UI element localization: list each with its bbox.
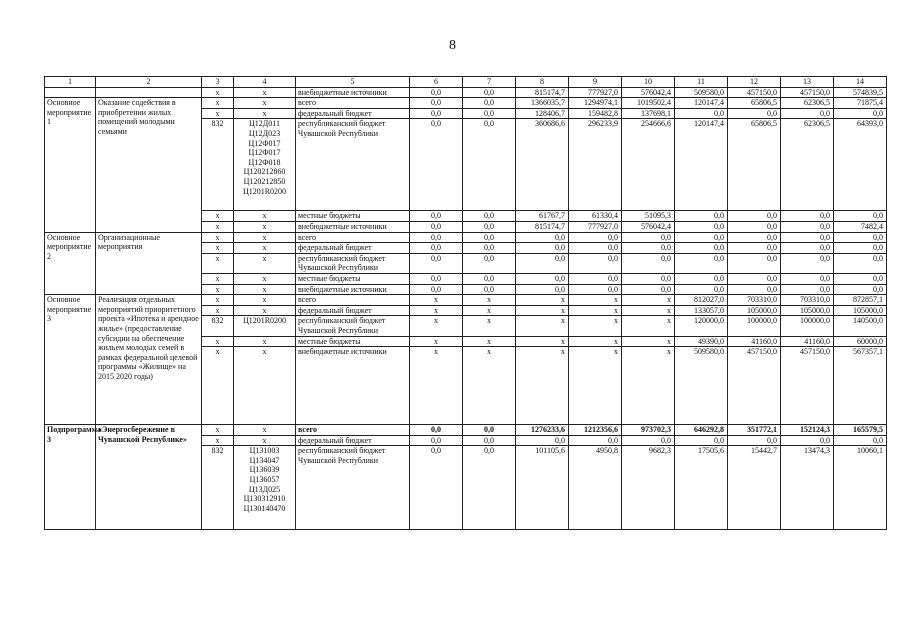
cell-value: 62306,5: [781, 119, 834, 211]
cell-value: 0,0: [569, 253, 622, 273]
cell-code: x: [234, 336, 296, 347]
row-group-name: Основное мероприятие 1: [45, 98, 96, 232]
cell-value: 17505,6: [675, 446, 728, 530]
cell-value: 457150,0: [728, 347, 781, 425]
cell-value: 0,0: [463, 221, 516, 232]
cell-value: 61767,7: [516, 211, 569, 222]
cell-value: 567357,1: [834, 347, 887, 425]
cell-value: 0,0: [834, 435, 887, 446]
cell-value: x: [516, 305, 569, 316]
cell-value: 0,0: [410, 119, 463, 211]
cell-code: x: [234, 284, 296, 295]
cell-value: 815174,7: [516, 87, 569, 98]
cell-value: x: [463, 305, 516, 316]
row-group-description: [96, 87, 202, 98]
cell-grbs: x: [202, 273, 234, 284]
cell-value: 0,0: [516, 284, 569, 295]
cell-value: 0,0: [834, 253, 887, 273]
header-col-8: 8: [516, 77, 569, 88]
cell-source: федеральный бюджет: [296, 108, 410, 119]
table-row: [45, 232, 887, 243]
cell-grbs: x: [202, 284, 234, 295]
cell-value: 0,0: [410, 253, 463, 273]
cell-value: x: [463, 316, 516, 336]
header-col-10: 10: [622, 77, 675, 88]
cell-grbs: x: [202, 243, 234, 254]
cell-value: 0,0: [781, 253, 834, 273]
cell-code: Ц12Д011 Ц12Д023 Ц12Ф017 Ц12Ф017 Ц12Ф018 Ц120212860 Ц120212850 Ц1201R0200: [234, 119, 296, 211]
row-group-description: Оказание содействия в приобретении жилых помещений молодыми семьями: [96, 98, 202, 232]
cell-value: 137698,1: [622, 108, 675, 119]
cell-value: 703310,0: [728, 295, 781, 306]
cell-source: республиканский бюджет Чувашской Республики: [296, 446, 410, 530]
cell-value: 0,0: [622, 253, 675, 273]
cell-value: 105000,0: [781, 305, 834, 316]
row-group-description: Организационные мероприятия: [96, 232, 202, 295]
cell-code: x: [234, 273, 296, 284]
cell-grbs: x: [202, 425, 234, 436]
cell-value: 0,0: [463, 446, 516, 530]
cell-value: 10060,1: [834, 446, 887, 530]
cell-grbs: x: [202, 221, 234, 232]
cell-value: 0,0: [675, 273, 728, 284]
cell-grbs: x: [202, 253, 234, 273]
cell-grbs: x: [202, 211, 234, 222]
cell-value: 509580,0: [675, 347, 728, 425]
cell-value: 41160,0: [728, 336, 781, 347]
cell-grbs: x: [202, 347, 234, 425]
cell-grbs: 832: [202, 446, 234, 530]
cell-value: 360686,6: [516, 119, 569, 211]
cell-value: 0,0: [675, 253, 728, 273]
header-col-2: 2: [96, 77, 202, 88]
cell-code: x: [234, 232, 296, 243]
header-col-4: 4: [234, 77, 296, 88]
cell-value: 0,0: [622, 435, 675, 446]
cell-value: 0,0: [463, 87, 516, 98]
cell-code: x: [234, 98, 296, 109]
header-col-7: 7: [463, 77, 516, 88]
row-group-name: Подпрограмма 3: [45, 425, 96, 530]
cell-value: 1366035,7: [516, 98, 569, 109]
cell-value: 0,0: [728, 232, 781, 243]
cell-value: 457150,0: [781, 347, 834, 425]
cell-value: 646292,8: [675, 425, 728, 436]
cell-value: 0,0: [516, 253, 569, 273]
cell-value: 0,0: [410, 446, 463, 530]
cell-grbs: x: [202, 87, 234, 98]
cell-value: x: [569, 305, 622, 316]
cell-code: x: [234, 108, 296, 119]
cell-value: x: [569, 347, 622, 425]
cell-value: x: [463, 347, 516, 425]
cell-value: 165579,5: [834, 425, 887, 436]
header-col-3: 3: [202, 77, 234, 88]
cell-code: x: [234, 87, 296, 98]
cell-value: 49390,0: [675, 336, 728, 347]
cell-value: 0,0: [569, 435, 622, 446]
table-row: [45, 295, 887, 306]
cell-value: 0,0: [410, 211, 463, 222]
cell-value: 51095,3: [622, 211, 675, 222]
cell-value: 296233,9: [569, 119, 622, 211]
cell-source: местные бюджеты: [296, 336, 410, 347]
cell-grbs: x: [202, 232, 234, 243]
cell-value: 41160,0: [781, 336, 834, 347]
cell-value: 351772,1: [728, 425, 781, 436]
cell-value: x: [569, 295, 622, 306]
cell-value: 100000,0: [781, 316, 834, 336]
header-col-6: 6: [410, 77, 463, 88]
cell-value: 0,0: [516, 243, 569, 254]
cell-value: 0,0: [463, 284, 516, 295]
cell-source: всего: [296, 425, 410, 436]
cell-value: 100000,0: [728, 316, 781, 336]
row-group-description: «Энергосбережение в Чувашской Республике»: [96, 425, 202, 530]
cell-value: 703310,0: [781, 295, 834, 306]
cell-value: 0,0: [622, 232, 675, 243]
cell-value: 457150,0: [781, 87, 834, 98]
cell-grbs: 832: [202, 316, 234, 336]
cell-value: 120147,4: [675, 119, 728, 211]
cell-value: 65806,5: [728, 98, 781, 109]
cell-value: 120147,4: [675, 98, 728, 109]
cell-value: 0,0: [728, 284, 781, 295]
cell-value: 0,0: [834, 273, 887, 284]
cell-code: Ц1201R0200: [234, 316, 296, 336]
header-row: [45, 77, 887, 88]
cell-code: x: [234, 243, 296, 254]
table-row: [45, 425, 887, 436]
cell-code: x: [234, 435, 296, 446]
cell-value: 0,0: [728, 108, 781, 119]
cell-source: республиканский бюджет Чувашской Республики: [296, 316, 410, 336]
cell-value: 0,0: [463, 119, 516, 211]
cell-value: 815174,7: [516, 221, 569, 232]
cell-value: 1294974,1: [569, 98, 622, 109]
cell-value: 0,0: [569, 284, 622, 295]
header-col-1: 1: [45, 77, 96, 88]
cell-value: 457150,0: [728, 87, 781, 98]
cell-value: x: [516, 316, 569, 336]
cell-value: 0,0: [728, 273, 781, 284]
cell-grbs: x: [202, 295, 234, 306]
cell-value: 0,0: [675, 435, 728, 446]
cell-value: 0,0: [463, 425, 516, 436]
cell-source: всего: [296, 232, 410, 243]
cell-value: x: [569, 316, 622, 336]
cell-value: x: [516, 347, 569, 425]
cell-grbs: x: [202, 435, 234, 446]
header-col-11: 11: [675, 77, 728, 88]
cell-value: 0,0: [781, 435, 834, 446]
cell-value: 0,0: [463, 243, 516, 254]
table-body: [45, 87, 887, 530]
cell-value: 254666,6: [622, 119, 675, 211]
table-row: [45, 98, 887, 109]
cell-value: 61330,4: [569, 211, 622, 222]
cell-value: 0,0: [728, 243, 781, 254]
cell-value: 0,0: [410, 425, 463, 436]
cell-value: 101105,6: [516, 446, 569, 530]
cell-value: 509580,0: [675, 87, 728, 98]
cell-source: местные бюджеты: [296, 273, 410, 284]
cell-source: всего: [296, 98, 410, 109]
cell-value: 0,0: [516, 273, 569, 284]
cell-value: 0,0: [463, 253, 516, 273]
row-group-name: Основное мероприятие 3: [45, 295, 96, 425]
row-group-name: Основное мероприятие 2: [45, 232, 96, 295]
cell-source: республиканский бюджет Чувашской Республики: [296, 253, 410, 273]
cell-value: 62306,5: [781, 98, 834, 109]
cell-source: федеральный бюджет: [296, 305, 410, 316]
cell-value: 0,0: [781, 232, 834, 243]
cell-code: x: [234, 221, 296, 232]
cell-grbs: x: [202, 305, 234, 316]
cell-value: 0,0: [410, 108, 463, 119]
cell-source: федеральный бюджет: [296, 243, 410, 254]
cell-value: 159482,8: [569, 108, 622, 119]
cell-value: 0,0: [675, 232, 728, 243]
cell-value: 64393,0: [834, 119, 887, 211]
cell-source: местные бюджеты: [296, 211, 410, 222]
cell-value: 9682,3: [622, 446, 675, 530]
cell-value: 0,0: [675, 284, 728, 295]
cell-value: 0,0: [781, 284, 834, 295]
cell-grbs: x: [202, 336, 234, 347]
cell-source: федеральный бюджет: [296, 435, 410, 446]
cell-grbs: 832: [202, 119, 234, 211]
cell-value: 105000,0: [834, 305, 887, 316]
cell-value: 4950,8: [569, 446, 622, 530]
cell-value: 0,0: [410, 87, 463, 98]
cell-code: Ц131003 Ц134047 Ц136039 Ц136057 Ц13Д025 Ц130312910 Ц130140470: [234, 446, 296, 530]
cell-value: 128406,7: [516, 108, 569, 119]
header-col-12: 12: [728, 77, 781, 88]
cell-grbs: x: [202, 108, 234, 119]
cell-value: 0,0: [834, 284, 887, 295]
page-number: 8: [449, 38, 456, 53]
cell-value: 0,0: [834, 108, 887, 119]
cell-value: 60000,0: [834, 336, 887, 347]
cell-value: x: [569, 336, 622, 347]
cell-source: внебюджетные источники: [296, 221, 410, 232]
cell-value: 133057,0: [675, 305, 728, 316]
cell-value: 872857,1: [834, 295, 887, 306]
cell-value: 0,0: [410, 221, 463, 232]
cell-value: 0,0: [463, 435, 516, 446]
cell-value: 0,0: [569, 273, 622, 284]
cell-value: 0,0: [463, 273, 516, 284]
cell-value: 0,0: [463, 211, 516, 222]
cell-value: x: [622, 295, 675, 306]
header-col-14: 14: [834, 77, 887, 88]
row-group-description: Реализация отдельных мероприятий приоритетного проекта «Ипотека и арендное жилье» (предоставление субсидии на обеспечение жильем молодых семей в рамках федеральной целевой программы «Жилище» на 2015 2020 годы): [96, 295, 202, 425]
cell-value: 0,0: [781, 211, 834, 222]
cell-value: 0,0: [781, 243, 834, 254]
cell-value: 0,0: [516, 435, 569, 446]
header-col-9: 9: [569, 77, 622, 88]
cell-value: 7482,4: [834, 221, 887, 232]
cell-value: 0,0: [516, 232, 569, 243]
cell-value: 0,0: [622, 243, 675, 254]
cell-code: x: [234, 253, 296, 273]
cell-value: 71875,4: [834, 98, 887, 109]
header-col-5: 5: [296, 77, 410, 88]
cell-value: 120000,0: [675, 316, 728, 336]
cell-value: 0,0: [569, 232, 622, 243]
cell-value: 0,0: [410, 273, 463, 284]
cell-source: внебюджетные источники: [296, 284, 410, 295]
cell-value: 0,0: [463, 98, 516, 109]
cell-value: 0,0: [410, 243, 463, 254]
cell-value: x: [410, 347, 463, 425]
cell-value: 0,0: [622, 273, 675, 284]
cell-value: 0,0: [675, 221, 728, 232]
cell-code: x: [234, 305, 296, 316]
cell-value: 0,0: [728, 211, 781, 222]
cell-code: x: [234, 347, 296, 425]
cell-value: x: [410, 305, 463, 316]
cell-value: 576042,4: [622, 87, 675, 98]
cell-value: 65806,5: [728, 119, 781, 211]
cell-source: всего: [296, 295, 410, 306]
cell-value: 15442,7: [728, 446, 781, 530]
cell-value: 777927,0: [569, 87, 622, 98]
header-col-13: 13: [781, 77, 834, 88]
cell-value: x: [410, 316, 463, 336]
cell-value: 0,0: [781, 221, 834, 232]
cell-source: внебюджетные источники: [296, 87, 410, 98]
cell-value: 1212356,6: [569, 425, 622, 436]
cell-value: 0,0: [463, 232, 516, 243]
cell-value: 0,0: [728, 435, 781, 446]
cell-value: 0,0: [834, 211, 887, 222]
cell-value: x: [622, 316, 675, 336]
cell-value: 0,0: [781, 108, 834, 119]
cell-value: 0,0: [728, 253, 781, 273]
cell-value: 140500,0: [834, 316, 887, 336]
cell-value: 0,0: [463, 108, 516, 119]
cell-value: 973702,3: [622, 425, 675, 436]
cell-code: x: [234, 295, 296, 306]
cell-value: x: [463, 336, 516, 347]
cell-value: 0,0: [569, 243, 622, 254]
cell-value: 152124,3: [781, 425, 834, 436]
cell-grbs: x: [202, 98, 234, 109]
budget-table: [44, 76, 887, 530]
cell-value: 0,0: [410, 98, 463, 109]
cell-value: 0,0: [410, 232, 463, 243]
cell-value: 574839,5: [834, 87, 887, 98]
cell-source: республиканский бюджет Чувашской Республики: [296, 119, 410, 211]
cell-code: x: [234, 425, 296, 436]
cell-value: x: [410, 336, 463, 347]
cell-source: внебюджетные источники: [296, 347, 410, 425]
cell-value: 576042,4: [622, 221, 675, 232]
cell-value: x: [622, 336, 675, 347]
cell-value: 777927,0: [569, 221, 622, 232]
cell-value: 0,0: [781, 273, 834, 284]
cell-value: 812027,0: [675, 295, 728, 306]
cell-value: 0,0: [728, 221, 781, 232]
cell-value: x: [463, 295, 516, 306]
cell-value: 0,0: [622, 284, 675, 295]
table-row: [45, 87, 887, 98]
cell-value: x: [410, 295, 463, 306]
cell-value: 0,0: [834, 232, 887, 243]
cell-value: 0,0: [834, 243, 887, 254]
cell-value: x: [622, 347, 675, 425]
cell-value: 0,0: [675, 211, 728, 222]
cell-value: 13474,3: [781, 446, 834, 530]
cell-value: x: [516, 336, 569, 347]
cell-value: 0,0: [675, 243, 728, 254]
cell-value: x: [516, 295, 569, 306]
cell-value: 105000,0: [728, 305, 781, 316]
cell-value: 0,0: [410, 284, 463, 295]
cell-value: 1276233,6: [516, 425, 569, 436]
cell-value: 0,0: [675, 108, 728, 119]
cell-value: 1019502,4: [622, 98, 675, 109]
cell-value: 0,0: [410, 435, 463, 446]
cell-code: x: [234, 211, 296, 222]
cell-value: x: [622, 305, 675, 316]
row-group-name: [45, 87, 96, 98]
